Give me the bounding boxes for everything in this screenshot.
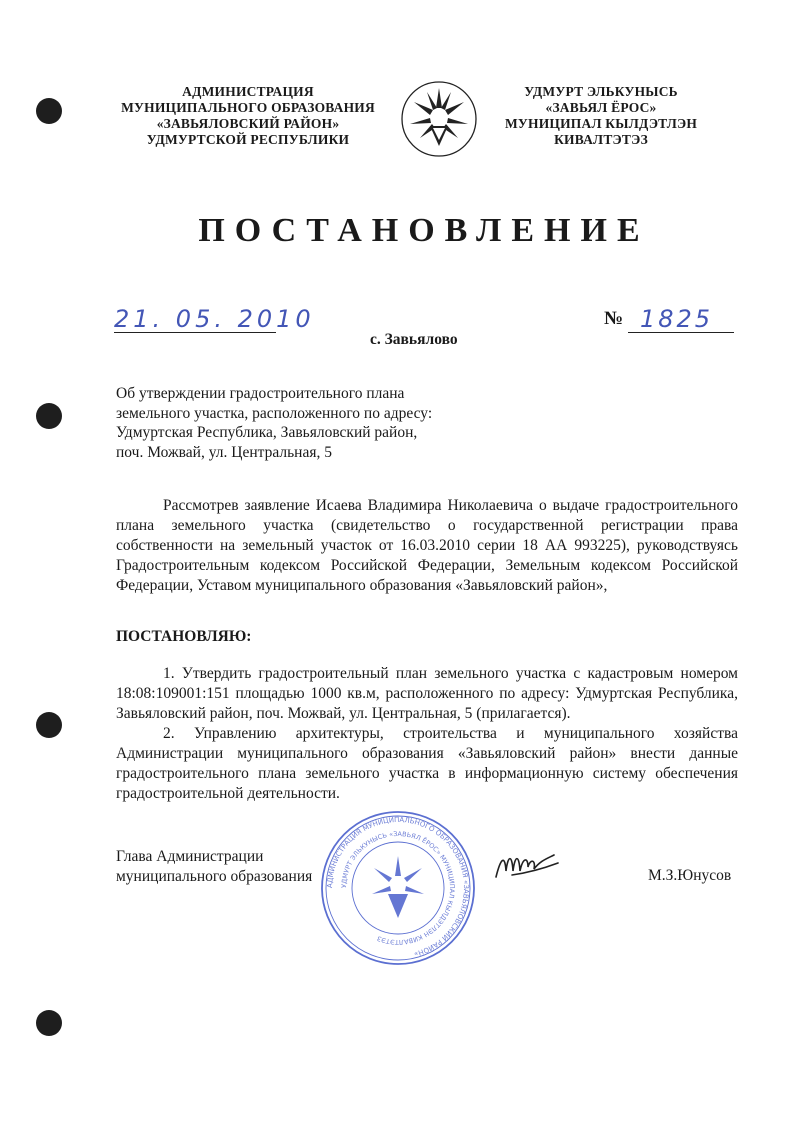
subject-line: Об утверждении градостроительного плана <box>116 385 405 402</box>
header-left-block <box>108 84 388 148</box>
punch-hole-3 <box>36 712 62 738</box>
svg-text:УДМУРТ ЭЛЬКУНЫСЬ «ЗАВЬЯЛ ЁРОС»: УДМУРТ ЭЛЬКУНЫСЬ «ЗАВЬЯЛ ЁРОС» МУНИЦИПАЛ КЫЛДЭТЛЭН КИВАЛТЭТЭЗ <box>339 829 457 947</box>
subject-line: поч. Можвай, ул. Центральная, 5 <box>116 443 332 461</box>
header-left-line: УДМУРТСКОЙ РЕСПУБЛИКИ <box>146 132 350 147</box>
date-underline <box>114 332 276 333</box>
document-title: ПОСТАНОВЛЕНИЕ <box>198 212 650 249</box>
number-underline <box>628 332 734 333</box>
header-right-block <box>486 84 716 148</box>
punch-hole-2 <box>36 403 62 429</box>
svg-text:АДМИНИСТРАЦИЯ МУНИЦИПАЛЬНОГО О: АДМИНИСТРАЦИЯ МУНИЦИПАЛЬНОГО ОБРАЗОВАНИЯ «ЗАВЬЯЛОВСКИЙ РАЙОН» <box>325 815 471 958</box>
punch-hole-1 <box>36 98 62 124</box>
place-of-issue: с. Завьялово <box>370 331 458 348</box>
decree-item-1: 1. Утвердить градостроительный план земельного участка с кадастровым номером 18:08:109001:151 площадью 1000 кв.м, расположенного по адресу: Удмуртская Республика, Завьяловский район, поч. Можвай, ул. Центральная, 5 (прилагается). <box>116 665 738 722</box>
signatory-name: М.З.Юнусов <box>648 867 732 884</box>
handwritten-signature-icon <box>492 845 560 885</box>
signatory-position <box>116 847 312 887</box>
subject-line: Удмуртская Республика, Завьяловский район, <box>116 424 418 441</box>
signatory-position-line: муниципального образования <box>116 868 313 885</box>
decree-word: ПОСТАНОВЛЯЮ: <box>116 628 252 645</box>
document-subject <box>116 384 432 462</box>
official-seal-icon <box>318 808 478 968</box>
subject-line: земельного участка, расположенного по адресу: <box>116 404 433 422</box>
header-left-line: АДМИНИСТРАЦИЯ <box>182 84 314 99</box>
signatory-position-line: Глава Администрации <box>116 848 264 865</box>
header-left-line: «ЗАВЬЯЛОВСКИЙ РАЙОН» <box>156 116 340 131</box>
document-date: 21. 05. 2010 <box>114 305 315 333</box>
header-left-line: МУНИЦИПАЛЬНОГО ОБРАЗОВАНИЯ <box>121 100 375 115</box>
punch-hole-4 <box>36 1010 62 1036</box>
header-right-line: КИВАЛТЭТЭЗ <box>554 132 648 147</box>
header-right-line: УДМУРТ ЭЛЬКУНЫСЬ <box>524 84 678 99</box>
decree-item-2: 2. Управлению архитектуры, строительства и муниципального хозяйства Администрации муниципального образования «Завьяловский район» внести данные градостроительного плана земельного участка в информационную систему обеспечения градостроительной деятельности. <box>116 725 738 802</box>
district-emblem-icon <box>400 80 478 158</box>
preamble-paragraph: Рассмотрев заявление Исаева Владимира Николаевича о выдаче градостроительного плана земельного участка (свидетельство о государственной регистрации права собственности на земельный участок от 16.03.2010 серии 18 АА 993225), руководствуясь Градостроительным кодексом Российской Федерации, Земельным кодексом Российской Федерации, Уставом муниципального образования «Завьяловский район», <box>116 497 738 594</box>
document-number: 1825 <box>640 305 714 333</box>
header-right-line: «ЗАВЬЯЛ ЁРОС» <box>545 100 657 115</box>
header-right-line: МУНИЦИПАЛ КЫЛДЭТЛЭН <box>504 116 698 131</box>
number-sign: № <box>604 308 624 329</box>
